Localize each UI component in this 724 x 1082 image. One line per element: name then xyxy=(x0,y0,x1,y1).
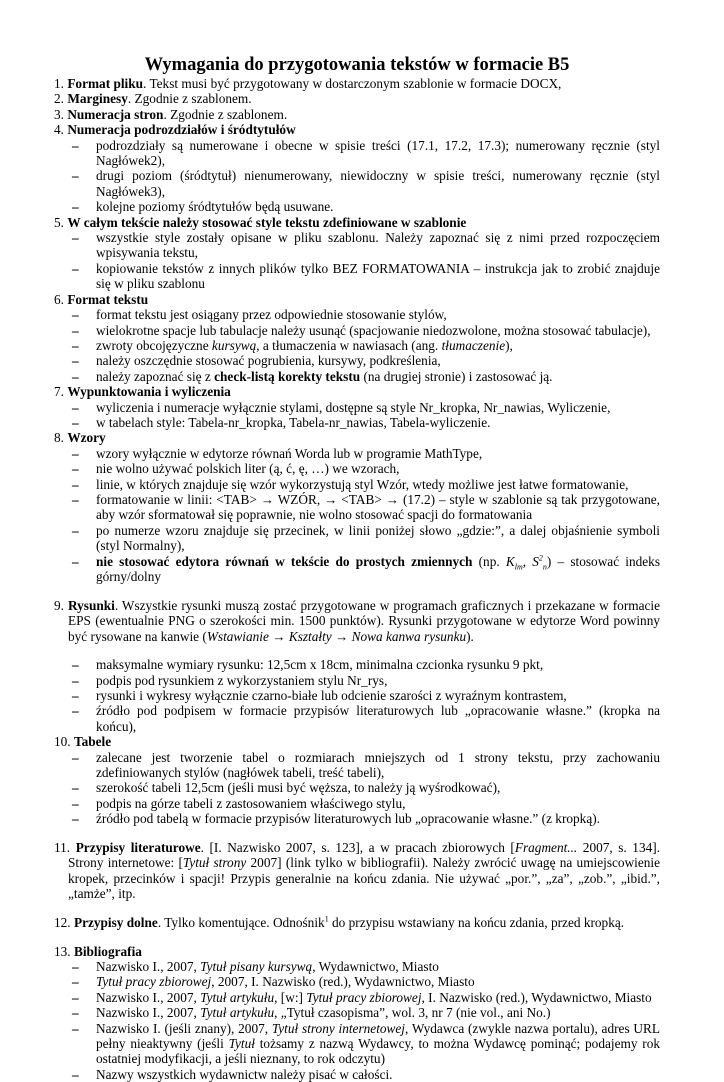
list-item: – szerokość tabeli 12,5cm (jeśli musi być węższa, to należy ją wyśrodkować), xyxy=(72,780,501,796)
section-heading: Numeracja stron xyxy=(67,106,164,122)
list-item: – nie wolno używać polskich liter (ą, ć, ę, …) we wzorach, xyxy=(72,461,400,477)
section-text: . Zgodnie z szablonem. xyxy=(163,106,288,122)
section-13-list xyxy=(54,959,660,1082)
section-heading: Wzory xyxy=(67,430,106,446)
section-rysunki: 9. Rysunki. Wszystkie rysunki muszą zostać przygotowane w programach graficznych i przekazane w formacie EPS (ewentualnie PNG o szerokości min. 1500 punktów). Rysunki przygotowane w edytorze Word powinny być rysowane na kanwie (Wstawianie → Kształty → Nowa kanwa rysunku). xyxy=(54,597,660,644)
section-heading: Przypisy literaturowe xyxy=(75,839,201,855)
section-text: . Zgodnie z szablonem. xyxy=(127,91,252,107)
dash-bullet: – xyxy=(72,974,79,990)
section-number: 2. xyxy=(54,91,64,107)
dash-bullet: – xyxy=(72,199,79,215)
list-item: – zalecane jest tworzenie tabel o rozmiarach mniejszych od 1 strony tekstu, przy zachowaniu zdefiniowanych stylów (nagłówek tabeli, treść tabeli), xyxy=(72,749,660,781)
section-format-pliku xyxy=(54,76,660,91)
list-item: – źródło pod podpisem w formacie przypisów literaturowych lub „opracowanie własne.” (kropka na końcu), xyxy=(72,703,660,734)
dash-bullet: – xyxy=(72,337,79,353)
list-item: – wielokrotne spacje lub tabulacje należy usunąć (spacjowanie niedozwolone, można stosować tabulacje), xyxy=(72,322,651,338)
section-heading: Format pliku xyxy=(67,76,144,91)
section-text: . Tekst musi być przygotowany w dostarczonym szablonie w formacie DOCX, xyxy=(143,76,562,91)
dash-bullet: – xyxy=(72,1020,79,1036)
section-number: 6. xyxy=(54,291,64,307)
dash-bullet: – xyxy=(72,672,79,688)
dash-bullet: – xyxy=(72,1005,79,1021)
section-number: 9. xyxy=(54,597,64,613)
dash-bullet: – xyxy=(72,989,79,1005)
dash-bullet: – xyxy=(72,959,79,975)
section-heading: Numeracja podrozdziałów i śródtytułów xyxy=(67,122,296,138)
list-item: – nie stosować edytora równań w tekście do prostych zmiennych (np. $K_{lm}$, $S^2_n$) – stosować indeks górny/dolny xyxy=(72,553,661,584)
section-heading: Marginesy xyxy=(67,91,128,107)
dash-bullet: – xyxy=(72,657,79,673)
section-8-list xyxy=(54,446,660,585)
section-10-list xyxy=(54,750,660,827)
section-number: 10. xyxy=(54,734,71,750)
dash-bullet: – xyxy=(72,749,79,765)
section-format-tekstu xyxy=(54,292,660,307)
dash-bullet: – xyxy=(72,780,79,796)
section-number: 5. xyxy=(54,214,64,230)
dash-bullet: – xyxy=(72,168,79,184)
section-number: 13. xyxy=(54,943,71,959)
list-item: – Nazwisko I., 2007, Tytuł pisany kursywą, Wydawnictwo, Miasto xyxy=(72,959,439,975)
section-6-list xyxy=(54,307,660,384)
footnote-marker: 1 xyxy=(324,914,329,924)
dash-bullet: – xyxy=(72,322,79,338)
list-item: – maksymalne wymiary rysunku: 12,5cm x 18cm, minimalna czcionka rysunku 9 pkt, xyxy=(72,657,544,673)
section-tabele xyxy=(54,734,660,749)
dash-bullet: – xyxy=(72,353,79,369)
dash-bullet: – xyxy=(72,399,79,415)
list-item: – rysunki i wykresy wyłącznie czarno-białe lub odcienie szarości z wyraźnym kontrastem, xyxy=(72,688,567,704)
list-item: – źródło pod tabelą w formacie przypisów literaturowych lub „opracowanie własne.” (z kropką). xyxy=(72,811,600,827)
math-variable: $K_{lm}$ xyxy=(505,553,523,572)
list-item: – zwroty obcojęzyczne kursywą, a tłumaczenia w nawiasach (ang. tłumaczenie), xyxy=(72,337,513,353)
list-item: – należy zapoznać się z check-listą korekty tekstu (na drugiej stronie) i zastosować ją. xyxy=(72,368,553,384)
dash-bullet: – xyxy=(72,414,79,430)
list-item: – kopiowanie tekstów z innych plików tylko BEZ FORMATOWANIA – instrukcja jak to zrobić znajduje się w pliku szablonu xyxy=(72,260,660,292)
section-heading: Przypisy dolne xyxy=(73,914,158,930)
list-item: – Nazwy wszystkich wydawnictw należy pisać w całości. xyxy=(72,1066,393,1082)
section-heading: W całym tekście należy stosować style tekstu zdefiniowane w szablonie xyxy=(67,214,467,230)
list-item: – Tytuł pracy zbiorowej, 2007, I. Nazwisko (red.), Wydawnictwo, Miasto xyxy=(72,974,475,990)
dash-bullet: – xyxy=(72,811,79,827)
dash-bullet: – xyxy=(72,445,79,461)
list-item: – format tekstu jest osiągany przez odpowiednie stosowanie stylów, xyxy=(72,307,447,323)
section-number: 1. xyxy=(54,76,64,91)
dash-bullet: – xyxy=(72,522,79,538)
section-numeracja-podrozdzialow xyxy=(54,122,660,137)
list-item: – wszystkie style zostały opisane w pliku szablonu. Należy zapoznać się z nimi przed rozpoczęciem wpisywania tekstu, xyxy=(72,230,660,261)
section-number: 8. xyxy=(54,430,64,446)
section-4-list xyxy=(54,138,660,215)
dash-bullet: – xyxy=(72,688,79,704)
dash-bullet: – xyxy=(72,476,79,492)
dash-bullet: – xyxy=(72,703,79,719)
list-item: – wzory wyłącznie w edytorze równań Worda lub w programie MathType, xyxy=(72,445,483,461)
dash-bullet: – xyxy=(72,1066,79,1082)
section-wzory xyxy=(54,430,660,445)
list-item: – Nazwisko I. (jeśli znany), 2007, Tytuł strony internetowej, Wydawca (zwykle nazwa portalu), adres URL pełny nieaktywny (jeśli Tytuł tożsamy z nazwą Wydawcy, to można Wydawcę pominąć; podajemy rok ostatniej modyfikacji, a jeśli nieznany, to rok odczytu) xyxy=(72,1020,660,1067)
section-wypunktowania xyxy=(54,384,660,399)
dash-bullet: – xyxy=(72,137,79,153)
section-5-list xyxy=(54,230,660,292)
section-number: 3. xyxy=(54,106,64,122)
section-9-list xyxy=(54,657,660,734)
dash-bullet: – xyxy=(72,795,79,811)
list-item: – drugi poziom (śródtytuł) nienumerowany, niewidoczny w spisie treści, numerowany ręcznie (styl Nagłówek3), xyxy=(72,168,660,199)
math-variable: $S^2_n$ xyxy=(532,553,547,572)
list-item: – należy oszczędnie stosować pogrubienia, kursywy, podkreślenia, xyxy=(72,353,441,369)
list-item: – formatowanie w linii: <TAB> → WZÓR, → <TAB> → (17.2) – style w szablonie są tak przygotowane, aby wzór sformatował się poprawnie, nie wolno stosować spacji do formatowania xyxy=(72,491,660,523)
list-item: – podpis na górze tabeli z zastosowaniem właściwego stylu, xyxy=(72,795,406,811)
list-item: – po numerze wzoru znajduje się przecinek, w linii poniżej słowo „gdzie:”, a dalej objaśnienie symboli (styl Normalny), xyxy=(72,522,660,554)
section-przypisy-dolne: 12. Przypisy dolne. Tylko komentujące. Odnośnik$^1$ do przypisu wstawiany na końcu zdania, przed kropką. xyxy=(54,914,625,930)
section-heading: Rysunki xyxy=(68,597,115,613)
section-number: 12. xyxy=(54,914,71,930)
dash-bullet: – xyxy=(72,307,79,323)
section-numeracja-stron xyxy=(54,107,660,122)
dash-bullet: – xyxy=(72,553,79,569)
section-7-list xyxy=(54,400,660,431)
list-item: – podpis pod rysunkiem z wykorzystaniem stylu Nr_rys, xyxy=(72,672,388,688)
section-number: 4. xyxy=(54,122,64,138)
section-heading: Bibliografia xyxy=(73,943,142,959)
section-heading: Wypunktowania i wyliczenia xyxy=(67,384,231,400)
list-item: – linie, w których znajduje się wzór wykorzystują styl Wzór, wtedy możliwe jest łatwe formatowanie, xyxy=(72,476,629,492)
dash-bullet: – xyxy=(72,230,79,246)
section-bibliografia xyxy=(54,944,660,959)
section-style-tekstu xyxy=(54,215,660,230)
dash-bullet: – xyxy=(72,491,79,507)
section-marginesy xyxy=(54,91,660,106)
dash-bullet: – xyxy=(72,368,79,384)
list-item: – podrozdziały są numerowane i obecne w spisie treści (17.1, 17.2, 17.3); numerowany ręcznie (styl Nagłówek2), xyxy=(72,137,660,169)
list-item: – wyliczenia i numeracje wyłącznie stylami, dostępne są style Nr_kropka, Nr_nawias, Wyliczenie, xyxy=(72,399,611,415)
dash-bullet: – xyxy=(72,461,79,477)
list-item: – kolejne poziomy śródtytułów będą usuwane. xyxy=(72,199,334,215)
dash-bullet: – xyxy=(72,260,79,276)
section-number: 7. xyxy=(54,384,64,400)
section-przypisy-literaturowe: 11. Przypisy literaturowe. [I. Nazwisko 2007, s. 123], a w pracach zbiorowych [Fragment... 2007, s. 134]. Strony internetowe: [Tytuł strony 2007] (link tylko w bibliografii). Należy zwrócić uwagę na umiejscowienie kropek, przecinków i spacji! Przypis generalnie na końcu zdania. Nie używać „por.”, „za”, „zob.”, „ibid.”, „tamże”, itp. xyxy=(54,839,661,902)
section-heading: Tabele xyxy=(73,734,112,750)
list-item: – w tabelach style: Tabela-nr_kropka, Tabela-nr_nawias, Tabela-wyliczenie. xyxy=(72,414,491,430)
page-title: Wymagania do przygotowania tekstów w formacie B5 xyxy=(144,55,570,75)
section-number: 11. xyxy=(54,839,71,855)
section-heading: Format tekstu xyxy=(67,291,149,307)
list-item: – Nazwisko I., 2007, Tytuł artykułu, [w:] Tytuł pracy zbiorowej, I. Nazwisko (red.), Wydawnictwo, Miasto xyxy=(72,989,652,1005)
list-item: – Nazwisko I., 2007, Tytuł artykułu, „Tytuł czasopisma”, wol. 3, nr 7 (nie vol., ani No.) xyxy=(72,1005,551,1021)
